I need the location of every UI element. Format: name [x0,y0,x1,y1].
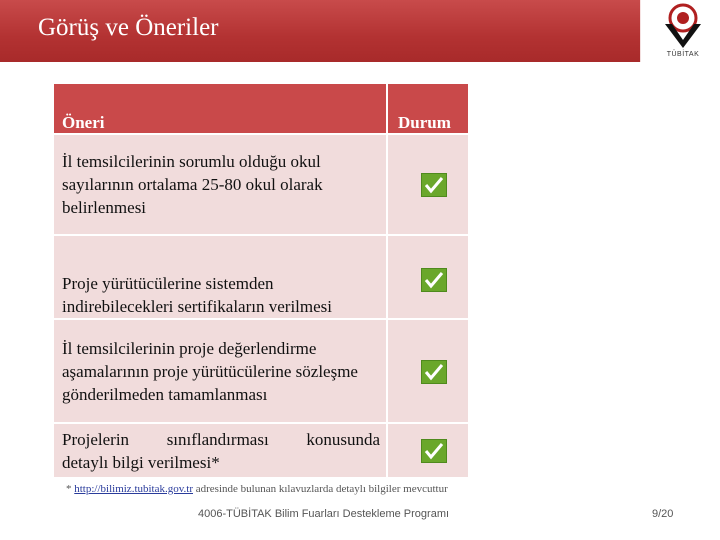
page-number: 9/20 [652,508,674,520]
suggestion-line: Projelerin sınıflandırması konusunda [62,429,380,449]
table-row [54,236,468,320]
footnote-prefix: * [66,483,75,495]
suggestion-cell [54,424,388,479]
column-header-suggestion: Öneri [54,84,388,135]
header-bar [0,0,720,62]
footnote-text: adresinde bulunan kılavuzlarda detaylı bilgiler mevcuttur [193,483,448,495]
suggestions-table [54,84,468,479]
table-row [54,135,468,236]
status-cell [388,424,468,479]
logo-label: TÜBİTAK [666,51,700,58]
status-cell [388,135,468,236]
suggestion-line: detaylı bilgi verilmesi* [62,452,220,472]
footnote-link[interactable]: http://bilimiz.tubitak.gov.tr [74,483,193,495]
status-cell [388,236,468,320]
table-row [54,320,468,424]
table-header-row [54,84,468,135]
footnote [66,483,448,495]
checkmark-icon [421,268,447,292]
checkmark-icon [421,173,447,197]
checkmark-icon [421,360,447,384]
column-header-status: Durum [388,84,468,135]
tubitak-logo-icon [661,2,705,50]
table-row [54,424,468,479]
suggestion-cell: Proje yürütücülerine sistemden indirebilecekleri sertifikaların verilmesi [54,236,388,320]
checkmark-icon [421,439,447,463]
page-title: Görüş ve Öneriler [38,14,219,41]
suggestion-cell: İl temsilcilerinin sorumlu olduğu okul sayılarının ortalama 25-80 okul olarak belirlenmesi [54,135,388,236]
footer-program: 4006-TÜBİTAK Bilim Fuarları Destekleme Programı [198,508,450,520]
status-cell [388,320,468,424]
suggestion-cell: İl temsilcilerinin proje değerlendirme aşamalarının proje yürütücülerine sözleşme gönderilmeden tamamlanması [54,320,388,424]
